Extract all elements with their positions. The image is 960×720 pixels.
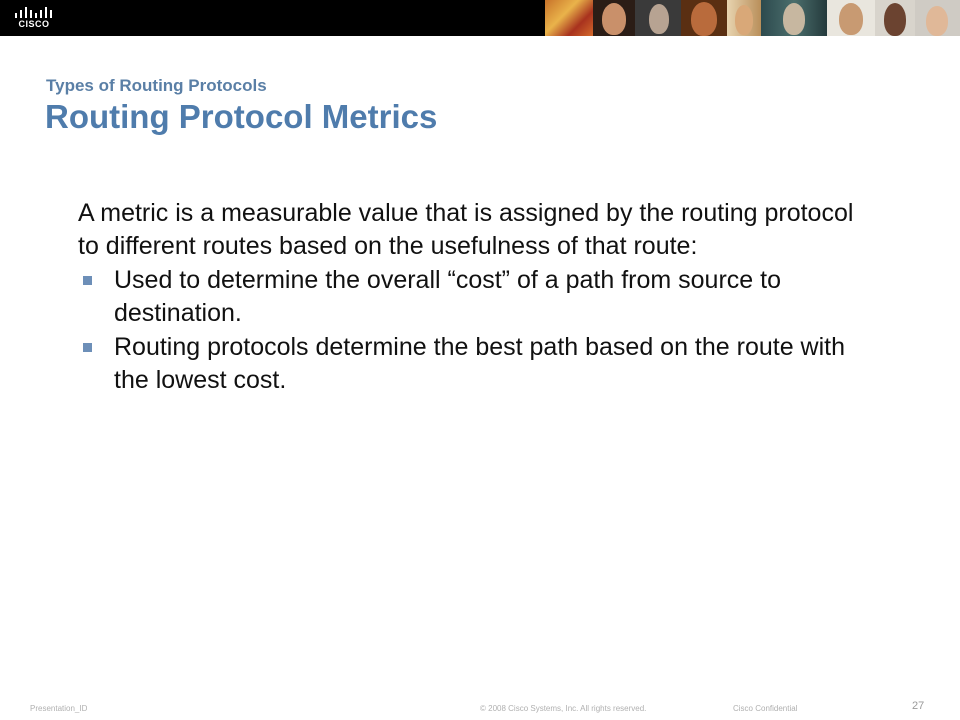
square-bullet-icon [83,276,92,285]
header-photo [545,0,593,36]
intro-paragraph: A metric is a measurable value that is assigned by the routing protocol to different routes based on the usefulness of that route: [78,199,854,260]
header-banner [0,0,960,36]
footer-copyright: © 2008 Cisco Systems, Inc. All rights reserved. [480,704,647,713]
cisco-logo-text: CISCO [18,19,50,29]
bullet-item [78,264,878,330]
bullet-text: Routing protocols determine the best path based on the route with the lowest cost. [114,333,846,394]
header-photo [681,0,727,36]
bullet-item [78,331,878,397]
header-photo [875,0,915,36]
header-photo [593,0,635,36]
bullet-list [78,264,878,397]
header-photo [635,0,681,36]
header-photo [827,0,875,36]
slide-title: Routing Protocol Metrics [45,98,438,135]
footer-presentation-id: Presentation_ID [30,704,88,713]
square-bullet-icon [83,343,92,352]
footer-confidential: Cisco Confidential [733,704,798,713]
slide-body [78,197,878,398]
page-number: 27 [912,700,925,712]
bullet-text: Used to determine the overall “cost” of a path from source to destination. [114,266,781,327]
section-supertitle: Types of Routing Protocols [46,76,267,95]
header-photo [727,0,761,36]
cisco-bars-icon [14,6,54,18]
header-photo-strip [545,0,960,36]
header-photo [761,0,827,36]
cisco-logo [12,4,56,32]
header-photo [915,0,960,36]
